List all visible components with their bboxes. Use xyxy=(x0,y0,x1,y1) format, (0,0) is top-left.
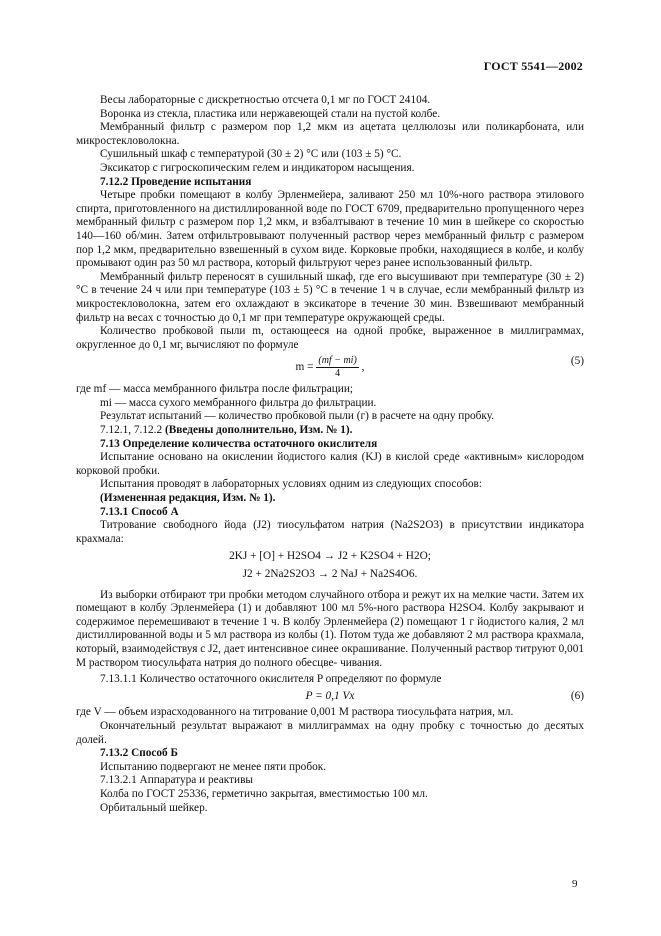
paragraph: Воронка из стекла, пластика или нержавеющей стали на пустой колбе. xyxy=(100,107,441,120)
paragraph: Результат испытаний — количество пробковой пыли (г) в расчете на одну пробку. xyxy=(100,410,495,423)
formula-tail: , xyxy=(361,361,365,374)
section-heading: 7.13 Определение количества остаточного окислителя xyxy=(100,437,378,450)
amendment-note xyxy=(76,424,584,438)
reaction-equation: 2KJ + [O] + H2SO4 → J2 + K2SO4 + H2O; xyxy=(229,550,431,563)
paragraph: где mf — масса мембранного фильтра после фильтрации; xyxy=(76,383,354,396)
formula-number: (5) xyxy=(570,355,584,368)
fraction-denominator: 4 xyxy=(335,368,341,380)
paragraph: Сушильный шкаф с температурой (30 ± 2) °С или (103 ± 5) °С. xyxy=(100,148,402,161)
formula-fraction xyxy=(316,355,358,380)
section-heading: 7.12.2 Проведение испытания xyxy=(100,175,252,188)
paragraph: Количество пробковой пыли m, остающееся на одной пробке, выраженное в миллиграммах, округленное до 0,1 мг, вычисляют по формуле xyxy=(76,325,584,351)
paragraph: Четыре пробки помещают в колбу Эрленмейера, заливают 250 мл 10%-ного раствора этилового спирта, приготовленного на дистиллированной воде по ГОСТ 6709, предварительно пропущенного через мембранный фильтр с размером пор 1,2 мкм, и взбалтывают в течение 10 мин в шейкере со скоростью 140—160 об/мин. Затем отфильтровывают полученный раствор через мембранный фильтр с размером пор 1,2 мкм, предварительно взвешенный в сухом виде. Корковые пробки, находящиеся в колбе, и колбу промывают один раз 50 мл раствора, который фильтруют через ранее использованный фильтр. xyxy=(76,189,584,270)
paragraph: Орбитальный шейкер. xyxy=(100,801,208,814)
amendment-note: (Измененная редакция, Изм. № 1). xyxy=(100,492,276,505)
paragraph: Титрование свободного йода (J2) тиосульфатом натрия (Na2S2O3) в присутствии индикатора крахмала: xyxy=(76,519,584,545)
amendment-text: (Введены дополнительно, Изм. № 1). xyxy=(164,424,353,437)
subsection-heading: 7.13.2.1 Аппаратура и реактивы xyxy=(100,774,254,787)
formula-lhs: m = xyxy=(295,361,314,374)
page-number: 9 xyxy=(572,878,578,890)
document-header: ГОСТ 5541—2002 xyxy=(483,59,583,73)
document-body xyxy=(76,94,584,815)
paragraph: Мембранный фильтр с размером пор 1,2 мкм из ацетата целлюлозы или поликарбоната, или микростекловолокна. xyxy=(76,121,584,147)
paragraph: Колба по ГОСТ 25336, герметично закрытая, вместимостью 100 мл. xyxy=(100,787,428,800)
reaction-equation: J2 + 2Na2S2O3 → 2 NaJ + Na2S4O6. xyxy=(242,568,418,580)
section-heading: 7.13.2 Способ Б xyxy=(100,747,178,760)
paragraph: где V — объем израсходованного на титрование 0,001 М раствора тиосульфата натрия, мл. xyxy=(76,706,514,719)
paragraph: Испытания проводят в лабораторных условиях одним из следующих способов: xyxy=(100,478,482,491)
paragraph: Испытанию подвергают не менее пяти пробок. xyxy=(100,760,327,773)
fraction-numerator: (mf − mi) xyxy=(318,355,357,367)
formula-6 xyxy=(76,690,584,704)
paragraph: Весы лабораторные с дискретностью отсчета 0,1 мг по ГОСТ 24104. xyxy=(100,94,431,106)
paragraph: Испытание основано на окислении йодистого калия (KJ) в кислой среде «активным» кислородом корковой пробки. xyxy=(76,451,584,477)
paragraph: Из выборки отбирают три пробки методом случайного отбора и режут их на мелкие части. Затем их помещают в колбу Эрленмейера (1) и добавляют 100 мл 5%-ного раствора H2SO4. Колбу закрывают и содержимое перемешивают в течение 1 ч. В колбу Эрленмейера (2) помещают 1 г йодистого калия, 2 мл дистиллированной воды и 5 мл раствора из колбы (1). Потом туда же добавляют 2 мл раствора крахмала, который, взаимодействуя с J2, дает интенсивное синее окрашивание. Полученный раствор титруют 0,001 М раствором тиосульфата натрия до полного обесцве- чивания. xyxy=(76,588,584,669)
formula-expression: P = 0,1 Vx xyxy=(305,689,355,702)
amendment-ref: 7.12.1, 7.12.2 xyxy=(100,424,165,437)
paragraph: 7.13.1.1 Количество остаточного окислителя P определяют по формуле xyxy=(100,673,442,686)
paragraph: Мембранный фильтр переносят в сушильный шкаф, где его высушивают при температуре (30 ± 2) °С в течение 24 ч или при температуре (103 ± 5) °С в течение 1 ч в случае, если мембранный фильтр из микростекловолокна, затем его охлаждают в эксикаторе в течение 30 мин. Взвешивают мембранный фильтр на весах с точностью до 0,1 мг при температуре окружающей среды. xyxy=(76,270,584,324)
paragraph: Эксикатор с гигроскопическим гелем и индикатором насыщения. xyxy=(100,161,415,174)
paragraph: mi — масса сухого мембранного фильтра до фильтрации. xyxy=(100,396,377,409)
paragraph: Окончательный результат выражают в миллиграммах на одну пробку с точностью до десятых долей. xyxy=(76,719,584,746)
section-heading: 7.13.1 Способ А xyxy=(100,505,179,518)
formula-5 xyxy=(76,355,584,380)
formula-number: (6) xyxy=(570,689,584,702)
